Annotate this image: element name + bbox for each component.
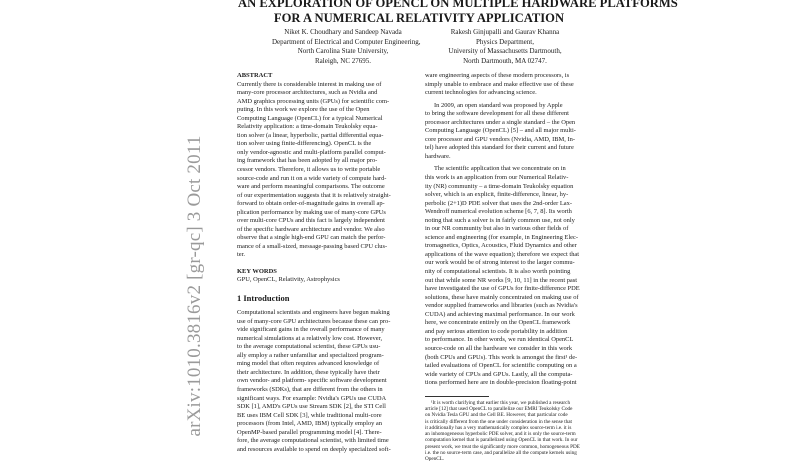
text-line: simply unable to embrace and make effective use of these xyxy=(425,80,574,88)
paragraph-continuation xyxy=(425,72,600,98)
abstract-line: AMD graphics processing units (GPUs) for scientific com- xyxy=(237,97,390,105)
author-affiliation: Physics Department, xyxy=(476,37,534,46)
section-heading-introduction: 1 Introduction xyxy=(237,293,290,304)
abstract-line: forward to obtain order-of-magnitude gains in overall ap- xyxy=(237,200,385,208)
intro-line: numerical simulations at a relatively low cost. However, xyxy=(237,334,383,342)
paragraph-application xyxy=(425,165,600,387)
text-line: ware engineering aspects of these modern processors, is xyxy=(425,72,570,79)
intro-line: to the average computational scientist, these GPUs usu- xyxy=(237,343,381,351)
text-line: and pay serious attention to code portability in addition xyxy=(425,327,568,335)
author-names: Rakesh Ginjupalli and Gaurav Khanna xyxy=(450,28,560,36)
text-line: CUDA) and achieving maximal performance. In our work xyxy=(425,310,575,318)
text-line: in our NR community but also in various other fields of xyxy=(425,225,569,233)
abstract-line: of our experimentation suggests that it is relatively straight- xyxy=(237,191,391,199)
intro-line: ming model that often requires advanced knowledge of xyxy=(237,360,380,368)
left-column xyxy=(237,72,415,454)
abstract-line: plication performance by making use of many-core GPUs xyxy=(237,208,386,216)
text-line: science and engineering (for example, in Engineering Elec- xyxy=(425,233,579,241)
intro-line: Computational scientists and engineers have begun making xyxy=(237,309,390,317)
text-line: current technologies for advancing science. xyxy=(425,89,537,97)
text-line: Computing Language (OpenCL) [5] – and all major multi- xyxy=(425,127,576,135)
arxiv-identifier[interactable]: arXiv:1010.3816v2 [gr-qc] 3 Oct 2011 xyxy=(184,135,205,437)
abstract-text xyxy=(237,81,415,260)
footnote-line: it additionally has a very mathematically complex source-term i.e. it is xyxy=(425,424,572,431)
author-affiliation: University of Massachusetts Dartmouth, xyxy=(448,47,562,56)
text-line: tel) have adopted this standard for their current and future xyxy=(425,144,574,152)
author-address: North Dartmouth, MA 02747. xyxy=(463,56,547,65)
text-line: core processor and GPU vendors (Nvidia, AMD, IBM, In- xyxy=(425,135,576,143)
text-line: tromagnetics, Optics, Acoustics, Fluid Dynamics and other xyxy=(425,242,577,250)
keywords-text xyxy=(237,276,415,285)
text-line: here, we concentrate entirely on the OpenCL framework xyxy=(425,319,571,327)
text-line: out that while some NR works [9, 10, 11] in the recent past xyxy=(425,276,578,284)
text-line: The scientific application that we concentrate on in xyxy=(434,165,566,173)
intro-line: frameworks (SDKs), that are different from the others in xyxy=(237,385,383,393)
abstract-line: Currently there is considerable interest in making use of xyxy=(237,80,382,88)
abstract-line: over multi-core CPUs and this fact is largely independent xyxy=(237,217,385,225)
text-line: this work is an application from our Numerical Relativ- xyxy=(425,174,569,182)
abstract-line: tion solver (a linear, hyperbolic, partial differential equa- xyxy=(237,131,384,139)
text-line: our work would be of strong interest to the larger commu- xyxy=(425,259,575,267)
author-block-left xyxy=(272,28,421,66)
abstract-line: source-code and run it on a wide variety of compute hard- xyxy=(237,174,387,182)
abstract-line: only vendor-agnostic and multi-platform parallel comput- xyxy=(237,148,386,156)
text-line: processor architectures under a single standard – the Open xyxy=(425,118,576,126)
intro-line: and resources available to spend on deeply specialized soft- xyxy=(237,445,391,453)
title-line: FOR A NUMERICAL RELATIVITY APPLICATION xyxy=(273,11,565,25)
abstract-line: Relativity application: a time-domain Teukolsky equa- xyxy=(237,123,378,131)
text-line: In 2009, an open standard was proposed by Apple xyxy=(434,101,563,109)
keywords-line: GPU, OpenCL, Relativity, Astrophysics xyxy=(237,276,340,284)
intro-line: own vendor- and platform- specific software development xyxy=(237,377,387,385)
abstract-line: many-core processor architectures, such as Nvidia and xyxy=(237,89,378,97)
abstract-line: Computing Language (OpenCL) for a typical Numerical xyxy=(237,114,383,122)
author-block-right xyxy=(430,28,580,66)
right-column xyxy=(425,72,600,463)
text-line: vendor supplied frameworks and libraries (such as Nvidia's xyxy=(425,302,578,310)
spacer xyxy=(237,285,415,293)
text-line: noting that such a solver is in fairly common use, not only xyxy=(425,216,575,224)
abstract-line: cessor vendors. Therefore, it allows us to write portable xyxy=(237,165,381,173)
author-affiliation: North Carolina State University, xyxy=(297,47,389,56)
paragraph-opencl-standard xyxy=(425,102,600,162)
text-line: tailed evaluations of OpenCL for scientific computing on a xyxy=(425,362,577,370)
intro-line: significant ways. For example: Nvidia's GPUs use CUDA xyxy=(237,394,387,402)
keywords-heading: KEY WORDS xyxy=(237,267,277,275)
footnote-line: article [12] that used OpenCL to parallelize our EMRI Teukolsky Code xyxy=(425,405,573,412)
footnote-line: OpenCL. xyxy=(425,456,445,463)
text-line: solver, which is an explicit, finite-difference, linear, hy- xyxy=(425,191,569,199)
intro-line: ally employ a rather unfamiliar and specialized program- xyxy=(237,351,384,359)
text-line: source-code on all the hardware we consider in this work xyxy=(425,344,573,352)
spacer xyxy=(237,260,415,268)
abstract-heading: ABSTRACT xyxy=(237,72,273,79)
intro-line: SDK [1], AMD's GPUs use Stream SDK [2], the STI Cell xyxy=(237,403,386,411)
footnote-rule xyxy=(425,396,489,397)
abstract-line: mance of a small-sized, message-passing based CPU clus- xyxy=(237,242,388,250)
abstract-line: ing framework that has been adopted by all major pro- xyxy=(237,157,378,165)
paper-title xyxy=(238,0,678,26)
footnote-line: ¹It is worth clarifying that earlier this year, we published a research xyxy=(431,399,571,406)
footnote-line: computation kernel that is parallelized using OpenCL in that work. In our xyxy=(425,437,578,444)
text-line: Wendroff numerical evolution scheme [6, 7, 8]. Its worth xyxy=(425,208,572,216)
footnote-line: on Nvidia Tesla GPU and the Cell BE. However, that particular code xyxy=(425,412,568,419)
footnote xyxy=(425,400,600,463)
text-line: tions performed here are in double-precision floating-point xyxy=(425,379,577,387)
author-address: Raleigh, NC 27695. xyxy=(315,56,371,65)
abstract-line: tion solver using finite-differencing). OpenCL is the xyxy=(237,140,372,148)
title-line: AN EXPLORATION OF OPENCL ON MULTIPLE HARDWARE PLATFORMS xyxy=(238,0,678,10)
author-affiliation: Department of Electrical and Computer Engineering, xyxy=(272,37,421,46)
intro-line: fore, the average computational scientist, with limited time xyxy=(237,437,389,445)
text-line: to bring the software development for all these different xyxy=(425,110,569,118)
abstract-line: observe that a single high-end GPU can match the perfor- xyxy=(237,234,386,242)
text-line: solutions, these have mainly concentrated on making use of xyxy=(425,293,579,301)
text-line: nity of computational scientists. It is also worth pointing xyxy=(425,268,571,276)
text-line: to performance. In other words, we run identical OpenCL xyxy=(425,336,574,344)
text-line: wide variety of CPUs and GPUs. Lastly, all the computa- xyxy=(425,370,573,378)
spacer xyxy=(425,388,600,396)
footnote-line: present work, we treat the significantly more common, homogeneous PDE xyxy=(425,443,580,450)
intro-line: BE uses IBM Cell SDK [3], while traditional multi-core xyxy=(237,411,382,419)
author-names: Niket K. Choudhary and Sandeep Navada xyxy=(284,28,402,36)
text-line: (both CPUs and GPUs). This work is amongst the first¹ de- xyxy=(425,353,578,361)
text-line: applications of the wave equation); therefore we expect that xyxy=(425,250,580,258)
text-line: ity (NR) community – a time-domain Teukolsky equation xyxy=(425,182,574,190)
intro-line: OpenMP-based parallel programming model [4]. There- xyxy=(237,428,382,436)
intro-line: use of many-core GPU architectures because these can pro- xyxy=(237,317,391,325)
abstract-line: ware and perform meaningful comparisons. The outcome xyxy=(237,183,385,191)
abstract-line: of the specific hardware architecture and vendor. We also xyxy=(237,225,385,233)
intro-line: vide significant gains in the overall performance of many xyxy=(237,326,385,334)
abstract-line: ter. xyxy=(237,251,246,259)
introduction-text xyxy=(237,309,415,454)
footnote-line: an inhomogeneous hyperbolic PDE solver, and it is only the source-term xyxy=(425,431,576,438)
text-line: hardware. xyxy=(425,152,451,160)
text-line: have investigated the use of GPUs for finite-difference PDE xyxy=(425,285,580,293)
intro-line: their architecture. In addition, these typically have their xyxy=(237,368,380,376)
intro-line: processors (from Intel, AMD, IBM) typically employ an xyxy=(237,420,382,428)
abstract-line: puting. In this work we explore the use of the Open xyxy=(237,106,370,114)
footnote-line: is critically different from the one under consideration in the sense that xyxy=(425,418,572,425)
text-line: perbolic (2+1)D PDE solver that uses the 2nd-order Lax- xyxy=(425,199,573,207)
footnote-line: i.e. the no source-term case, and parallelize all the compute kernels using xyxy=(425,450,577,457)
